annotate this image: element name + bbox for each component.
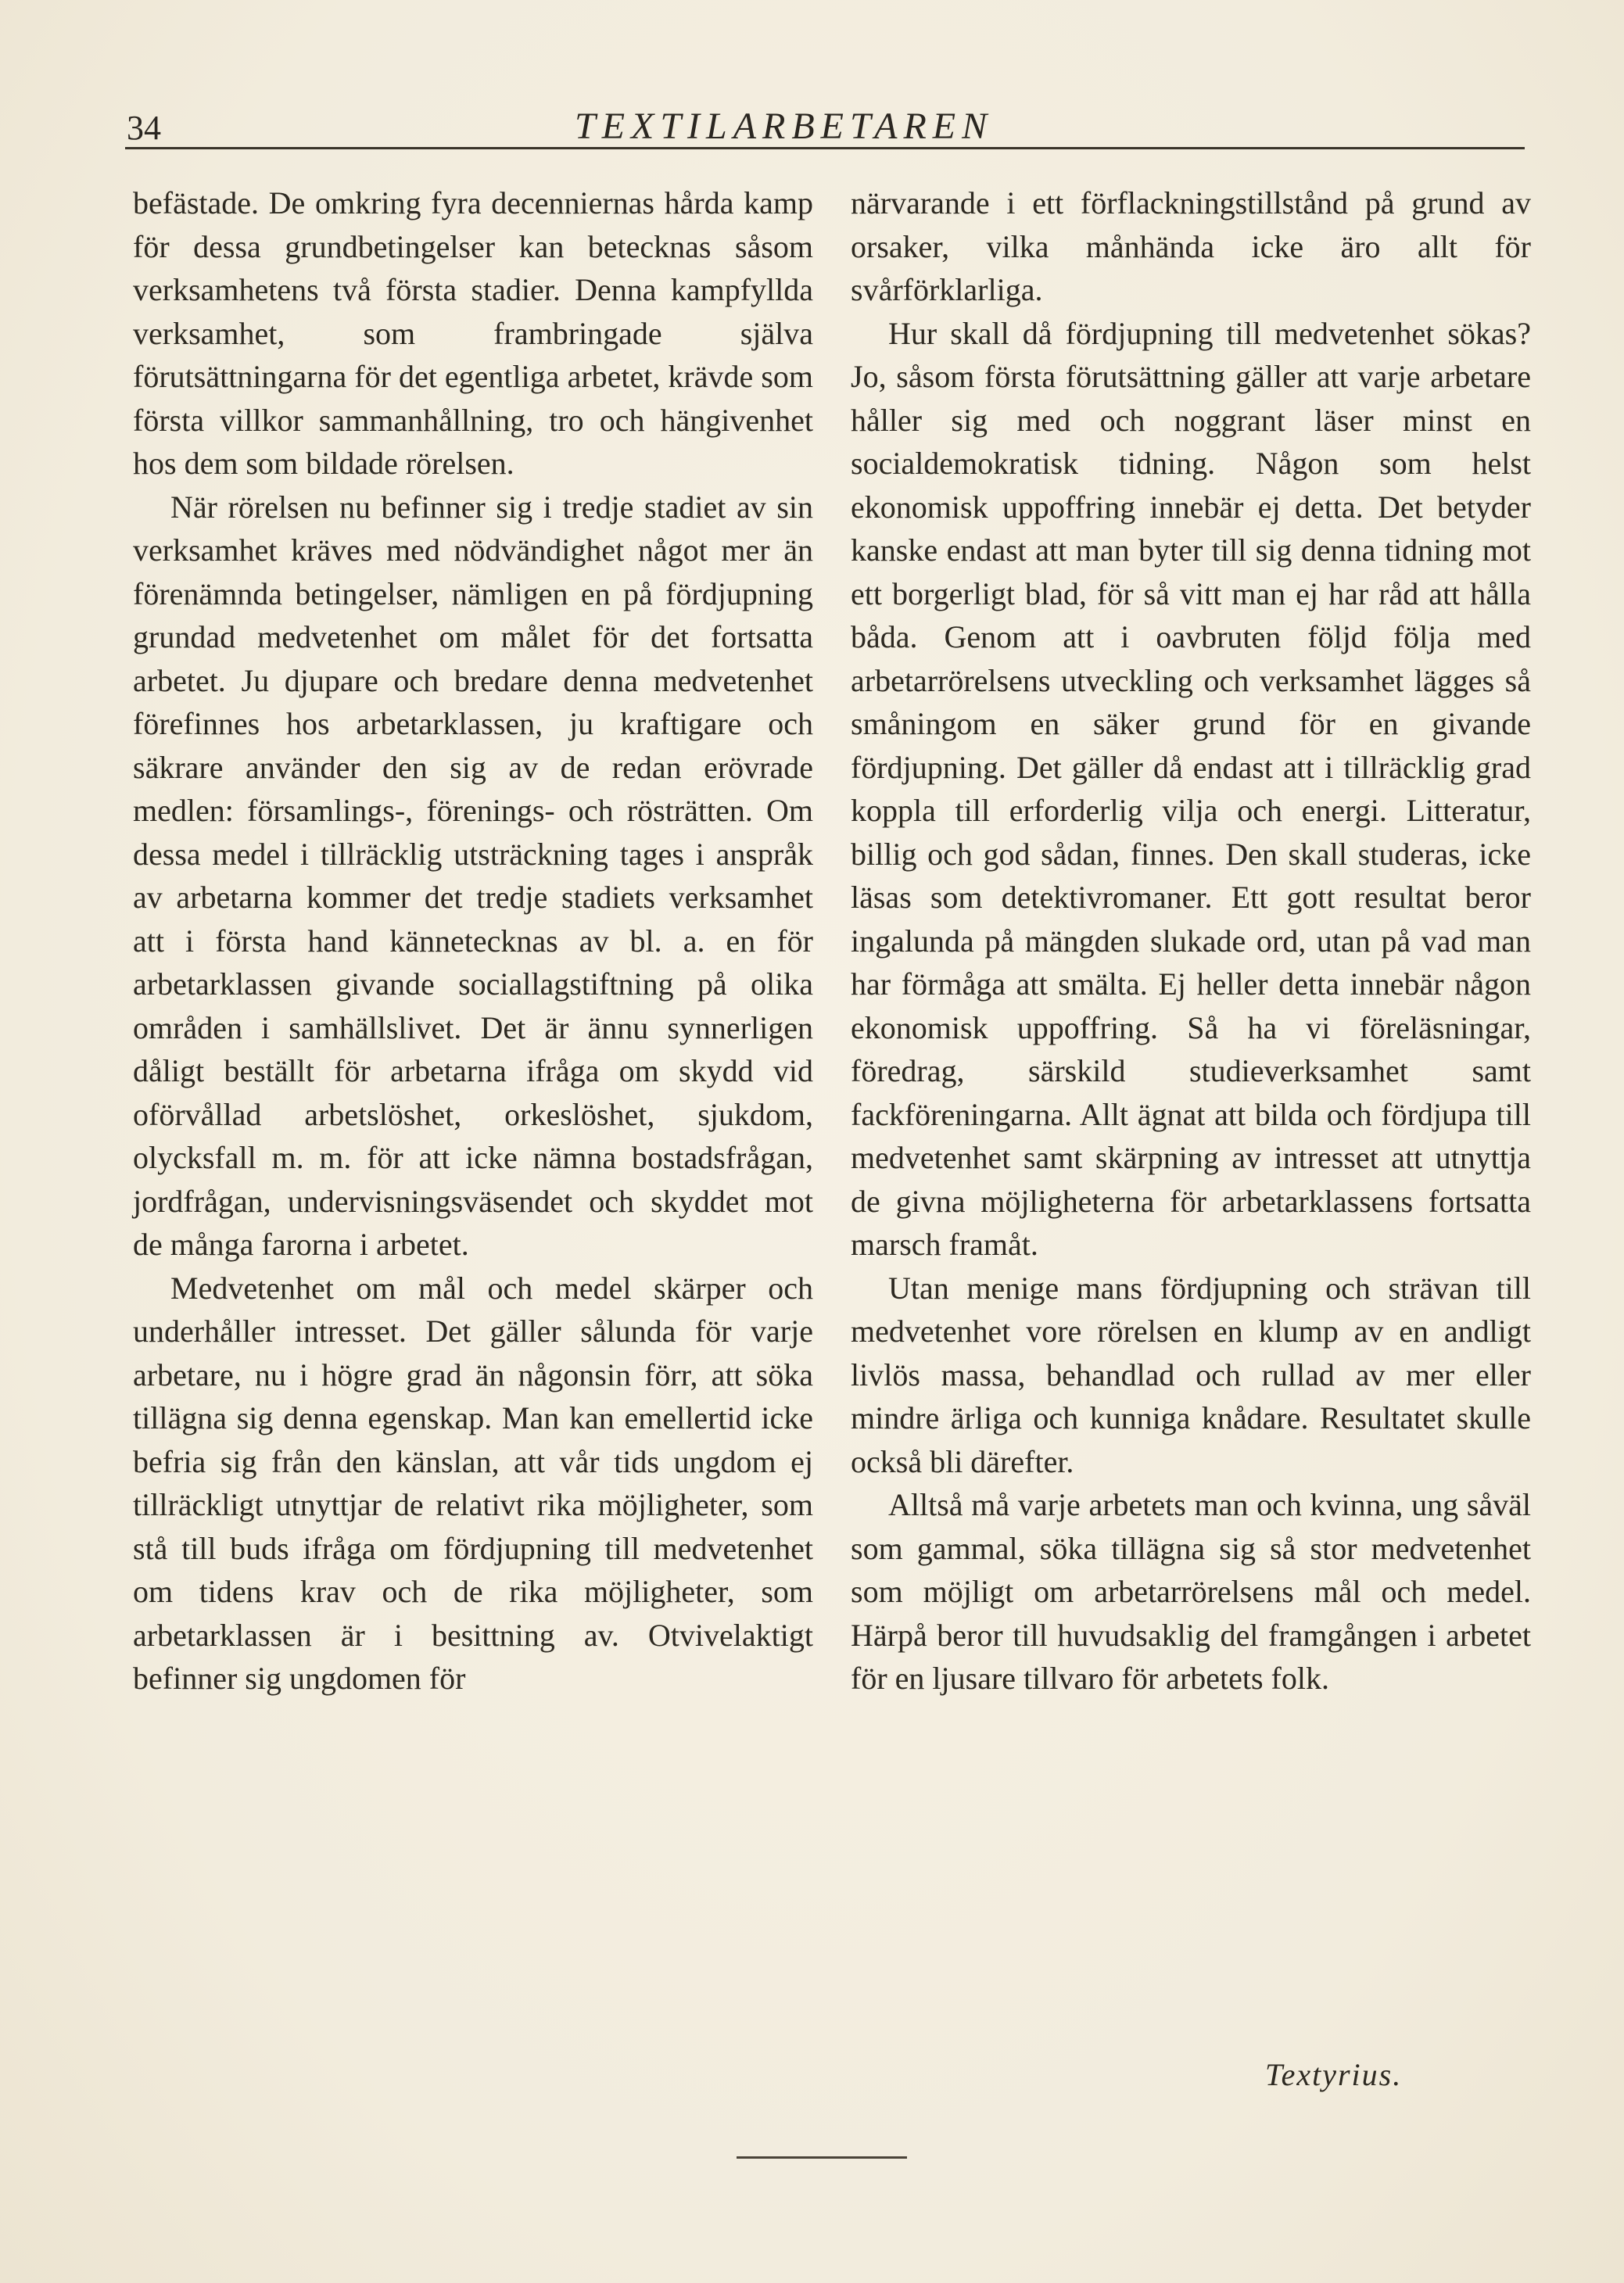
right-paragraph-1: närvarande i ett förflackningstillstånd på grund av orsaker, vilka månhända icke äro allt för svårförklarliga. (851, 185, 1531, 307)
end-rule (737, 2156, 907, 2159)
left-paragraph-3: Medvetenhet om mål och medel skärper och underhåller intresset. Det gäller sålunda för varje arbetare, nu i högre grad än någonsin förr, att söka tillägna sig denna egenskap. Man kan emellertid icke befria sig från den känslan, att vår tids ungdom ej tillräckligt utnyttjar de relativt rika möjligheter, som stå till buds ifråga om fördjupning till medvetenhet om tidens krav och de rika möjligheter, som arbetarklassen är i besittning av. Otvivelaktigt befinner sig ungdomen för (133, 1270, 813, 1696)
page-number: 34 (127, 109, 161, 147)
right-column (851, 181, 1531, 1701)
left-column (133, 181, 813, 1701)
running-title: TEXTILARBETAREN (575, 106, 994, 147)
right-paragraph-4: Alltså må varje arbetets man och kvinna, ung såväl som gammal, söka tillägna sig så stor medvetenhet som möjligt om arbetarrörelsens mål och medel. Härpå beror till huvudsaklig del framgången i arbetet för en ljusare tillvaro för arbetets folk. (851, 1487, 1531, 1696)
author-signature: Textyrius. (1265, 2057, 1403, 2092)
header-rule (125, 147, 1525, 149)
left-paragraph-1: befästade. De omkring fyra decenniernas hårda kamp för dessa grundbetingelser kan betecknas såsom verksamhetens två första stadier. Denna kampfyllda verksamhet, som frambringade själva förutsättningarna för det egentliga arbetet, krävde som första villkor sammanhållning, tro och hängivenhet hos dem som bildade rörelsen. (133, 185, 813, 481)
right-paragraph-3: Utan menige mans fördjupning och strävan till medvetenhet vore rörelsen en klump av en andligt livlös massa, behandlad och rullad av mer eller mindre ärliga och kunniga knådare. Resultatet skulle också bli därefter. (851, 1270, 1531, 1479)
left-paragraph-2: När rörelsen nu befinner sig i tredje stadiet av sin verksamhet kräves med nödvändighet något mer än förenämnda betingelser, nämligen en på fördjupning grundad medvetenhet om målet för det fortsatta arbetet. Ju djupare och bredare denna medvetenhet förefinnes hos arbetarklassen, ju kraftigare och säkrare använder den sig av de redan erövrade medlen: församlings-, förenings- och rösträtten. Om dessa medel i tillräcklig utsträckning tages i anspråk av arbetarna kommer det tredje stadiets verksamhet att i första hand kännetecknas av bl. a. en för arbetarklassen givande sociallagstiftning på olika områden i samhällslivet. Det är ännu synnerligen dåligt beställt för arbetarna ifråga om skydd vid oförvållad arbetslöshet, orkeslöshet, sjukdom, olycksfall m. m. för att icke nämna bostadsfrågan, jordfrågan, undervisningsväsendet och skyddet mot de många farorna i arbetet. (133, 489, 813, 1262)
right-paragraph-2: Hur skall då fördjupning till medvetenhet sökas? Jo, såsom första förutsättning gäller att varje arbetare håller sig med och noggrant läser minst en socialdemokratisk tidning. Någon som helst ekonomisk uppoffring innebär ej detta. Det betyder kanske endast att man byter till sig denna tidning mot ett borgerligt blad, för så vitt man ej har råd att hålla båda. Genom att i oavbruten följd följa med arbetarrörelsens utveckling och verksamhet lägges så småningom en säker grund för en givande fördjupning. Det gäller då endast att i tillräcklig grad koppla till erforderlig vilja och energi. Litteratur, billig och god sådan, finnes. Den skall studeras, icke läsas som detektivromaner. Ett gott resultat beror ingalunda på mängden slukade ord, utan på vad man har förmåga att smälta. Ej heller detta innebär någon ekonomisk uppoffring. Så ha vi föreläsningar, föredrag, särskild studieverksamhet samt fackföreningarna. Allt ägnat att bilda och fördjupa till medvetenhet samt skärpning av intresset att utnyttja de givna möjligheterna för arbetarklassens fortsatta marsch framåt. (851, 315, 1531, 1262)
